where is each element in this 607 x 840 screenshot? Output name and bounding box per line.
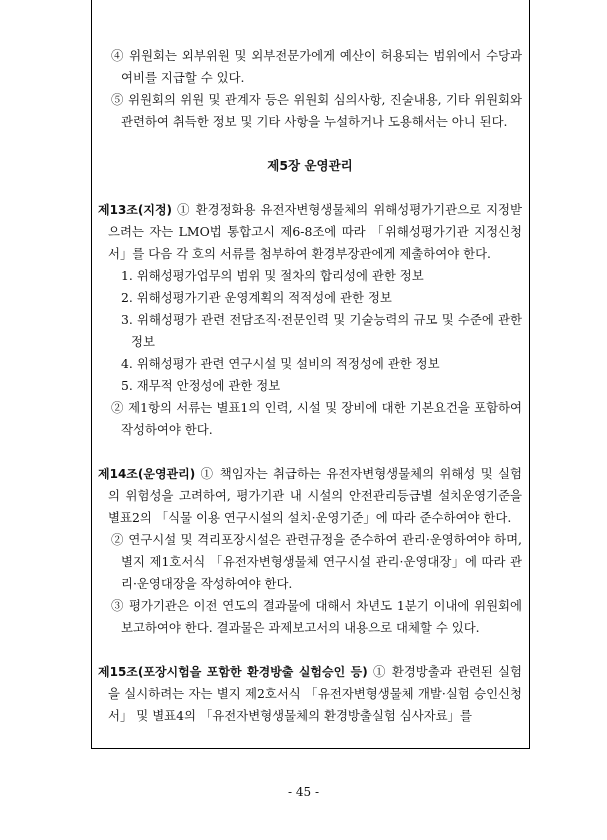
article-14-p1: ① 책임자는 취급하는 유전자변형생물체의 위해성 및 실험의 위험성을 고려하여, 평가기관 내 시설의 안전관리등급별 설치운영기준을 별표2의 「식물 이용 연구시설의 설치·운영기준」에 따라 준수하여야 한다. (108, 466, 522, 525)
paragraph-5: ⑤ 위원회의 위원 및 관계자 등은 위원회 심의사항, 진술내용, 기타 위원회와 관련하여 취득한 정보 및 기타 사항을 누설하거나 도용해서는 아니 된다. (111, 92, 522, 129)
document-body (98, 45, 522, 727)
article-13-p1: ① 환경정화용 유전자변형생물체의 위해성평가기관으로 지정받으려는 자는 LMO법 통합고시 제6-8조에 따라 「위해성평가기관 지정신청서」를 다음 각 호의 서류를 첨부하여 환경부장관에게 제출하여야 한다. (108, 202, 522, 261)
list-item: 3. 위해성평가 관련 전담조직·전문인력 및 기술능력의 규모 및 수준에 관한 정보 (121, 312, 522, 349)
article-13-title: 제13조(지정) (98, 203, 173, 217)
article-13 (98, 199, 522, 265)
article-15 (98, 661, 522, 727)
list-item: 5. 재무적 안정성에 관한 정보 (121, 378, 281, 393)
article-15-title: 제15조(포장시험을 포함한 환경방출 실험승인 등) (98, 665, 368, 679)
list-item: 2. 위해성평가기관 운영계획의 적적성에 관한 정보 (121, 290, 392, 305)
paragraph-4: ④ 위원회는 외부위원 및 외부전문가에게 예산이 허용되는 범위에서 수당과 여비를 지급할 수 있다. (111, 48, 522, 85)
chapter-title: 제5장 운영관리 (267, 158, 353, 173)
article-14-title: 제14조(운영관리) (98, 467, 196, 481)
page-number: - 45 - (287, 785, 319, 799)
list-item: 4. 위해성평가 관련 연구시설 및 설비의 적정성에 관한 정보 (121, 356, 440, 371)
article-14-p2: ② 연구시설 및 격리포장시설은 관련규정을 준수하여 관리·운영하여야 하며, 별지 제1호서식 「유전자변형생물체 연구시설 관리·운영대장」에 따라 관리·운영대장을 작성하여야 한다. (111, 532, 522, 591)
list-item: 1. 위해성평가업무의 범위 및 절차의 합리성에 관한 정보 (121, 268, 424, 283)
article-13-p2: ② 제1항의 서류는 별표1의 인력, 시설 및 장비에 대한 기본요건을 포함하여 작성하여야 한다. (111, 400, 522, 437)
article-14 (98, 463, 522, 529)
article-15-p1: ① 환경방출과 관련된 실험을 실시하려는 자는 별지 제2호서식 「유전자변형생물체 개발·실험 승인신청서」 및 별표4의 「유전자변형생물체의 환경방출실험 심사자료」를 (108, 664, 522, 723)
article-14-p3: ③ 평가기관은 이전 연도의 결과물에 대해서 차년도 1분기 이내에 위원회에 보고하여야 한다. 결과물은 과제보고서의 내용으로 대체할 수 있다. (111, 598, 522, 635)
